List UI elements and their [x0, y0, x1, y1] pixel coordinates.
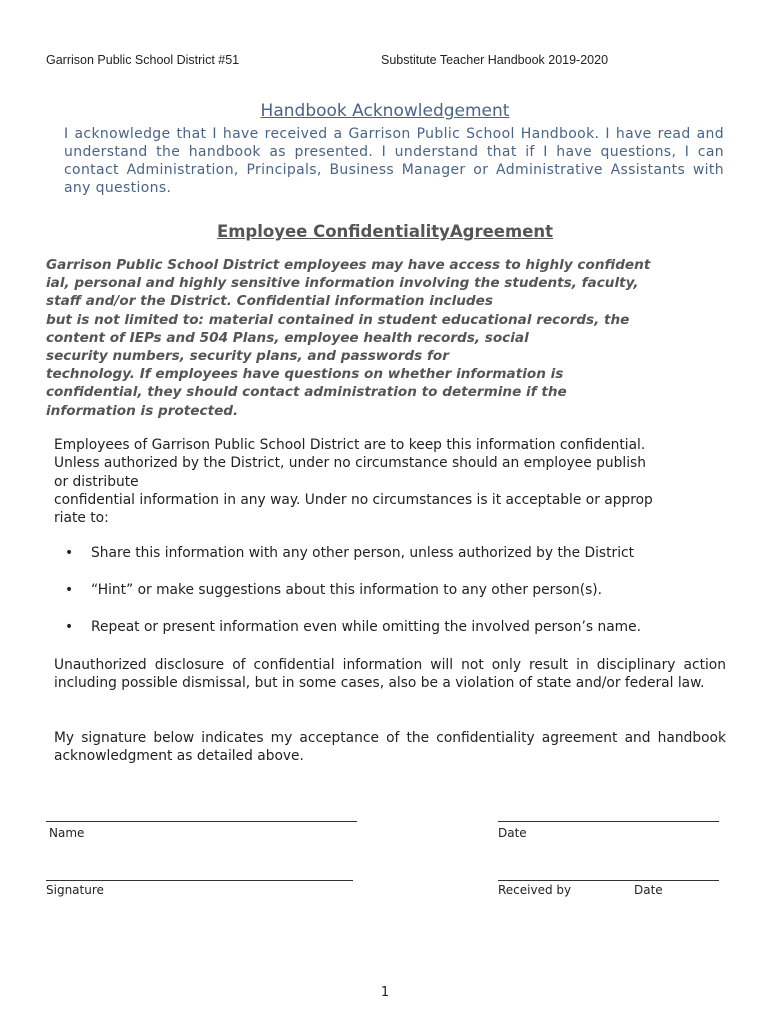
signature-label: Signature — [46, 883, 104, 897]
intro-line: confidential, they should contact administration to determine if the — [46, 384, 567, 401]
confidentiality-paragraph-3: My signature below indicates my acceptance of the confidentiality agreement and handbook acknowledgment as detailed above. — [54, 730, 726, 765]
confidentiality-paragraph-2: Unauthorized disclosure of confidential information will not only result in disciplinary action including possible dismissal, but in some cases, also be a violation of state and/or federal law. — [54, 657, 726, 692]
intro-line: ial, personal and highly sensitive information involving the students, faculty, — [46, 275, 639, 292]
confidentiality-title: Employee ConfidentialityAgreement — [216, 222, 554, 241]
intro-line: security numbers, security plans, and passwords for — [46, 348, 449, 365]
para1-line: or distribute — [54, 473, 139, 490]
intro-line: technology. If employees have questions on whether information is — [46, 366, 564, 383]
bullet-icon: • — [65, 619, 74, 635]
date-line[interactable] — [498, 821, 719, 822]
received-date-label: Date — [634, 883, 663, 897]
intro-line: content of IEPs and 504 Plans, employee health records, social — [46, 329, 529, 346]
received-by-line[interactable] — [498, 880, 719, 881]
list-item-text: Repeat or present information even while omitting the involved person’s name. — [91, 619, 641, 635]
bullet-icon: • — [65, 582, 74, 598]
confidentiality-intro — [46, 256, 736, 420]
intro-line: but is not limited to: material contained in student educational records, the — [46, 311, 630, 328]
header-left: Garrison Public School District #51 — [46, 53, 240, 67]
acknowledgement-title: Handbook Acknowledgement — [260, 101, 510, 121]
signature-line[interactable] — [46, 880, 353, 881]
date-label: Date — [498, 826, 527, 840]
name-line[interactable] — [46, 821, 357, 822]
list-item-text: Share this information with any other person, unless authorized by the District — [91, 545, 635, 561]
confidentiality-paragraph-1 — [54, 436, 726, 527]
header-right: Substitute Teacher Handbook 2019-2020 — [381, 53, 609, 67]
acknowledgement-text: I acknowledge that I have received a Garrison Public School Handbook. I have read and understand the handbook as presented. I understand that if I have questions, I can contact Administration, Principals, Business Manager or Administrative Assistants with any questions. — [64, 126, 724, 196]
para1-line: Employees of Garrison Public School District are to keep this information confidential. — [54, 437, 646, 453]
page-number: 1 — [380, 985, 390, 1000]
para1-line: Unless authorized by the District, under no circumstance should an employee publish — [54, 455, 646, 472]
name-label: Name — [49, 826, 85, 840]
intro-line: information is protected. — [46, 402, 239, 419]
para1-line: confidential information in any way. Under no circumstances is it acceptable or approp — [54, 491, 653, 508]
bullet-icon: • — [65, 545, 74, 561]
intro-line: staff and/or the District. Confidential information includes — [46, 293, 493, 310]
intro-line: Garrison Public School District employees may have access to highly confident — [46, 257, 651, 273]
received-by-label: Received by — [498, 883, 572, 897]
list-item-text: “Hint” or make suggestions about this information to any other person(s). — [91, 582, 603, 598]
para1-line: riate to: — [54, 510, 109, 527]
